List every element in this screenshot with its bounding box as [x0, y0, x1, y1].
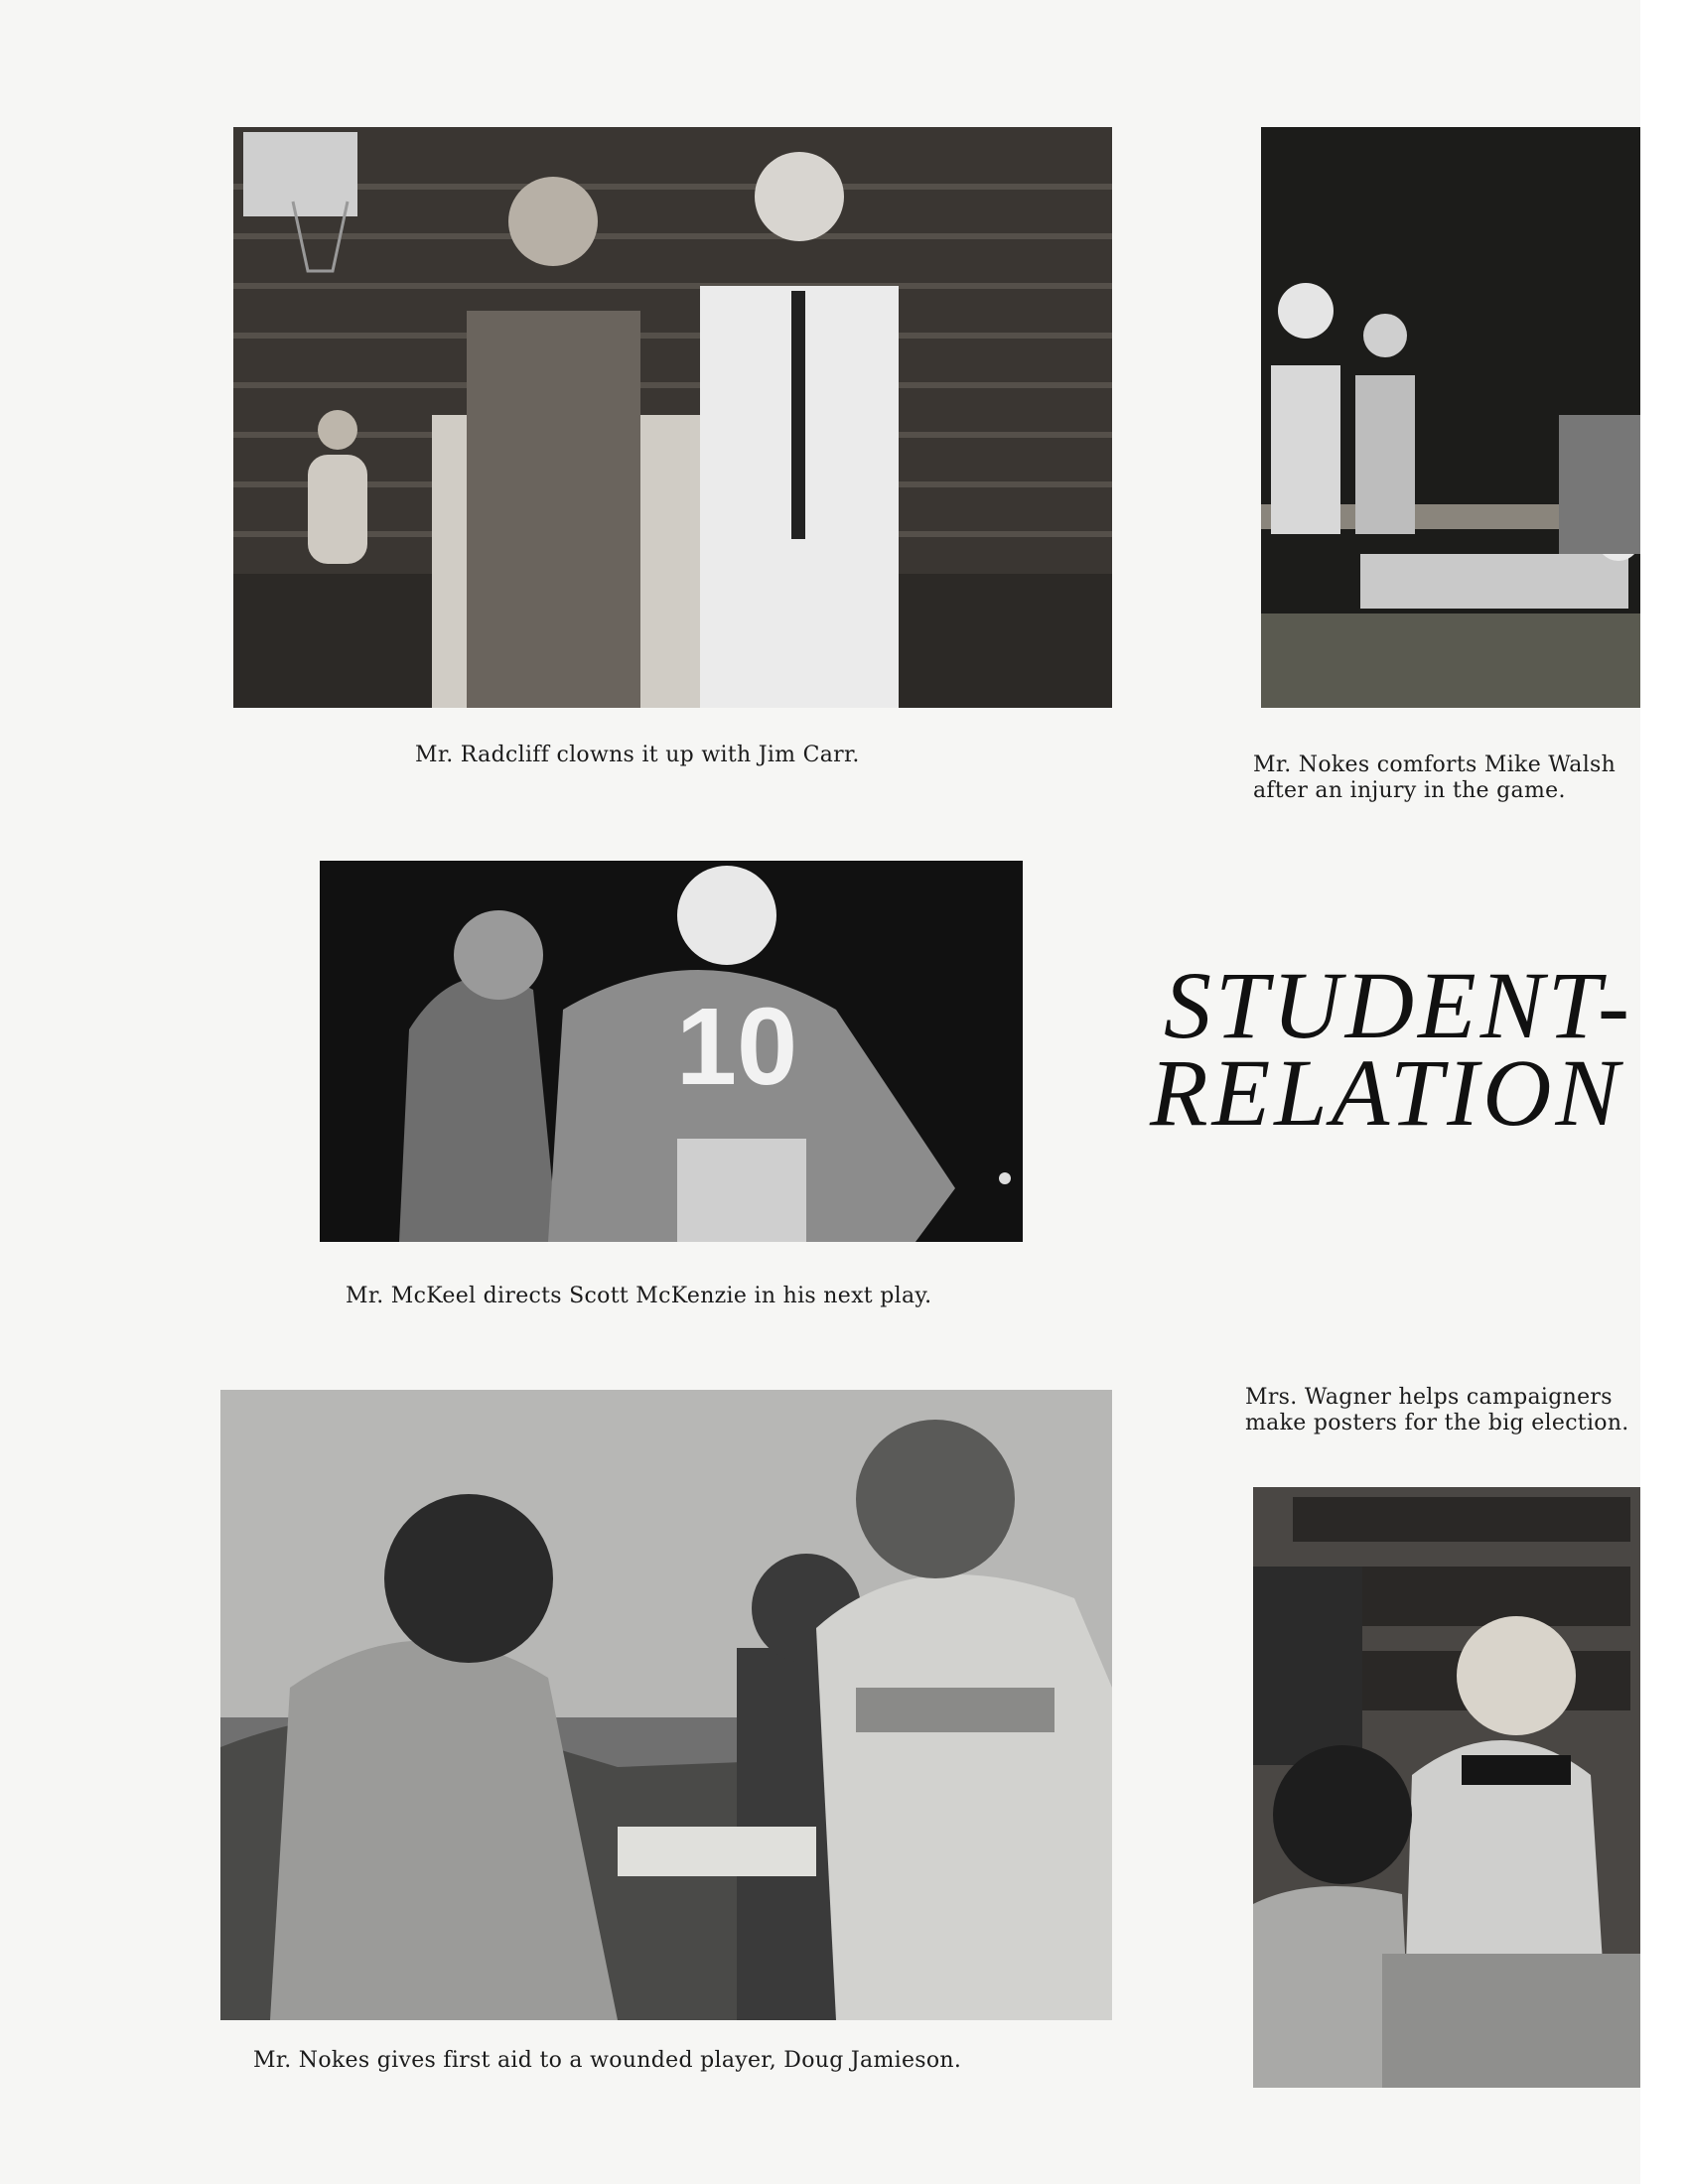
page-edge [1640, 0, 1688, 2184]
caption-nokes-first-aid: Mr. Nokes gives first aid to a wounded player, Doug Jamieson. [253, 2048, 962, 2073]
photo-nokes-comforts-walsh [1261, 127, 1640, 708]
jersey-number: 10 [675, 986, 798, 1108]
photo-nokes-first-aid [220, 1390, 1112, 2020]
caption-nokes-comforts: Mr. Nokes comforts Mike Walsh after an injury in the game. [1253, 752, 1617, 803]
photo-mckeel-mckenzie [320, 861, 1023, 1242]
photo-wagner-posters [1253, 1487, 1640, 2088]
caption-wagner: Mrs. Wagner helps campaigners make posters for the big election. [1245, 1385, 1629, 1435]
section-headline-line-1: STUDENT- [1164, 952, 1633, 1058]
section-headline-line-2: RELATION [1150, 1039, 1623, 1146]
caption-mckeel: Mr. McKeel directs Scott McKenzie in his next play. [346, 1284, 932, 1308]
photo-radcliff-jim-carr [233, 127, 1112, 708]
caption-radcliff: Mr. Radcliff clowns it up with Jim Carr. [415, 743, 860, 767]
